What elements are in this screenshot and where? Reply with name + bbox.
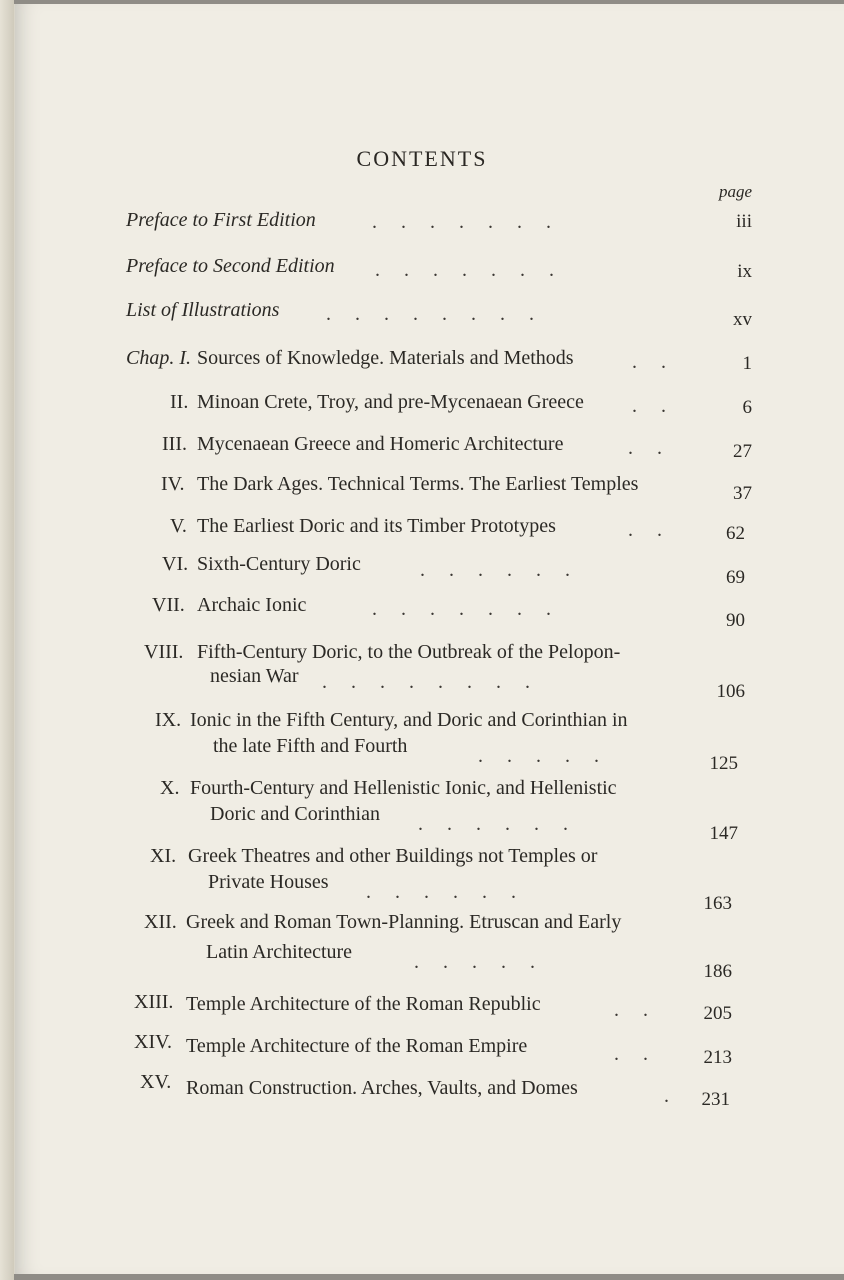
leader-dots: ...... bbox=[418, 813, 592, 835]
toc-entry-chapter: IX. bbox=[155, 709, 182, 731]
toc-entry-page: 186 bbox=[703, 961, 732, 982]
toc-entry-page: 27 bbox=[733, 441, 752, 462]
toc-entry-page: 62 bbox=[726, 523, 745, 544]
toc-entry-page: 6 bbox=[742, 397, 752, 418]
page-edge bbox=[0, 0, 14, 1280]
toc-entry-page: xv bbox=[733, 309, 752, 330]
toc-entry-title-continued: Doric and Corinthian bbox=[210, 803, 380, 825]
toc-entry-chapter: VII. bbox=[152, 594, 185, 616]
toc-entry-title: Temple Architecture of the Roman Republic bbox=[186, 993, 541, 1015]
toc-entry-page: 213 bbox=[703, 1047, 732, 1068]
leader-dots: ....... bbox=[372, 211, 575, 233]
leader-dots: ...... bbox=[420, 559, 594, 581]
toc-entry-page: 69 bbox=[726, 567, 745, 588]
toc-entry-title: Minoan Crete, Troy, and pre-Mycenaean Greece bbox=[197, 391, 584, 413]
toc-entry-page: 125 bbox=[709, 753, 738, 774]
toc-entry-chapter: II. bbox=[170, 391, 189, 413]
toc-entry-chapter: XII. bbox=[144, 911, 177, 933]
toc-entry-chapter: VI. bbox=[162, 553, 189, 575]
toc-entry-title: Roman Construction. Arches, Vaults, and Domes bbox=[186, 1077, 578, 1099]
leader-dots: ........ bbox=[322, 671, 554, 693]
leader-dots: .. bbox=[632, 395, 690, 417]
toc-entry-page: 205 bbox=[703, 1003, 732, 1024]
toc-entry-title: Sources of Knowledge. Materials and Methods bbox=[197, 347, 574, 369]
leader-dots: ........ bbox=[326, 303, 558, 325]
toc-entry-page: 231 bbox=[701, 1089, 730, 1110]
toc-entry-title: Mycenaean Greece and Homeric Architecture bbox=[197, 433, 564, 455]
toc-entry-title: Archaic Ionic bbox=[197, 594, 307, 616]
leader-dots: .. bbox=[614, 1043, 672, 1065]
toc-entry-title: Ionic in the Fifth Century, and Doric and Corinthian in bbox=[190, 709, 628, 731]
leader-dots: .. bbox=[628, 519, 686, 541]
toc-entry-chapter: XI. bbox=[150, 845, 177, 867]
toc-entry-chapter: IV. bbox=[161, 473, 185, 495]
leader-dots: .. bbox=[632, 351, 690, 373]
toc-entry-chapter: V. bbox=[170, 515, 187, 537]
toc-entry-title-continued: Latin Architecture bbox=[206, 941, 353, 963]
toc-entry-page: iii bbox=[736, 211, 752, 232]
leader-dots: ..... bbox=[414, 951, 559, 973]
toc-entry-title: Sixth-Century Doric bbox=[197, 553, 361, 575]
toc-entry-chapter: III. bbox=[162, 433, 187, 455]
toc-entry-title-continued: nesian War bbox=[210, 665, 299, 687]
leader-dots: .. bbox=[628, 437, 686, 459]
toc-entry-title: Fifth-Century Doric, to the Outbreak of the Pelopon- bbox=[197, 641, 621, 663]
toc-entry-title: The Earliest Doric and its Timber Prototypes bbox=[197, 515, 556, 537]
toc-entry-page: 37 bbox=[733, 483, 752, 504]
leader-dots: ...... bbox=[366, 881, 540, 903]
toc-entry-title: List of Illustrations bbox=[126, 299, 280, 321]
leader-dots: .. bbox=[614, 999, 672, 1021]
leader-dots: ....... bbox=[372, 598, 575, 620]
toc-entry-title-continued: the late Fifth and Fourth bbox=[213, 735, 408, 757]
toc-entry-chapter: XIV. bbox=[134, 1031, 172, 1053]
toc-entry-title: Temple Architecture of the Roman Empire bbox=[186, 1035, 528, 1057]
leader-dots: ..... bbox=[478, 745, 623, 767]
page-column-label: page bbox=[718, 182, 752, 201]
toc-entry-chapter: X. bbox=[160, 777, 180, 799]
leader-dots: ....... bbox=[375, 259, 578, 281]
toc-entry-title: Preface to Second Edition bbox=[126, 255, 335, 277]
toc-entry-page: 106 bbox=[716, 681, 745, 702]
toc-entry-chapter: XV. bbox=[140, 1071, 172, 1093]
toc-entry-title: The Dark Ages. Technical Terms. The Earliest Temples bbox=[197, 473, 639, 495]
toc-entry-chapter: Chap. I. bbox=[126, 347, 191, 369]
toc-entry-page: 147 bbox=[709, 823, 738, 844]
page-title: CONTENTS bbox=[356, 146, 488, 171]
leader-dots: . bbox=[664, 1085, 693, 1107]
toc-entry-page: 90 bbox=[726, 610, 745, 631]
toc-entry-page: 163 bbox=[703, 893, 732, 914]
toc-entry-title-continued: Private Houses bbox=[208, 871, 329, 893]
toc-entry-page: 1 bbox=[742, 353, 752, 374]
toc-entry-title: Preface to First Edition bbox=[126, 209, 316, 231]
toc-entry-chapter: XIII. bbox=[134, 991, 174, 1013]
toc-entry-chapter: VIII. bbox=[144, 641, 184, 663]
toc-entry-title: Fourth-Century and Hellenistic Ionic, and Hellenistic bbox=[190, 777, 617, 799]
toc-entry-title: Greek and Roman Town-Planning. Etruscan and Early bbox=[186, 911, 622, 933]
toc-entry-page: ix bbox=[737, 261, 752, 282]
toc-entry-title: Greek Theatres and other Buildings not Temples or bbox=[188, 845, 598, 867]
